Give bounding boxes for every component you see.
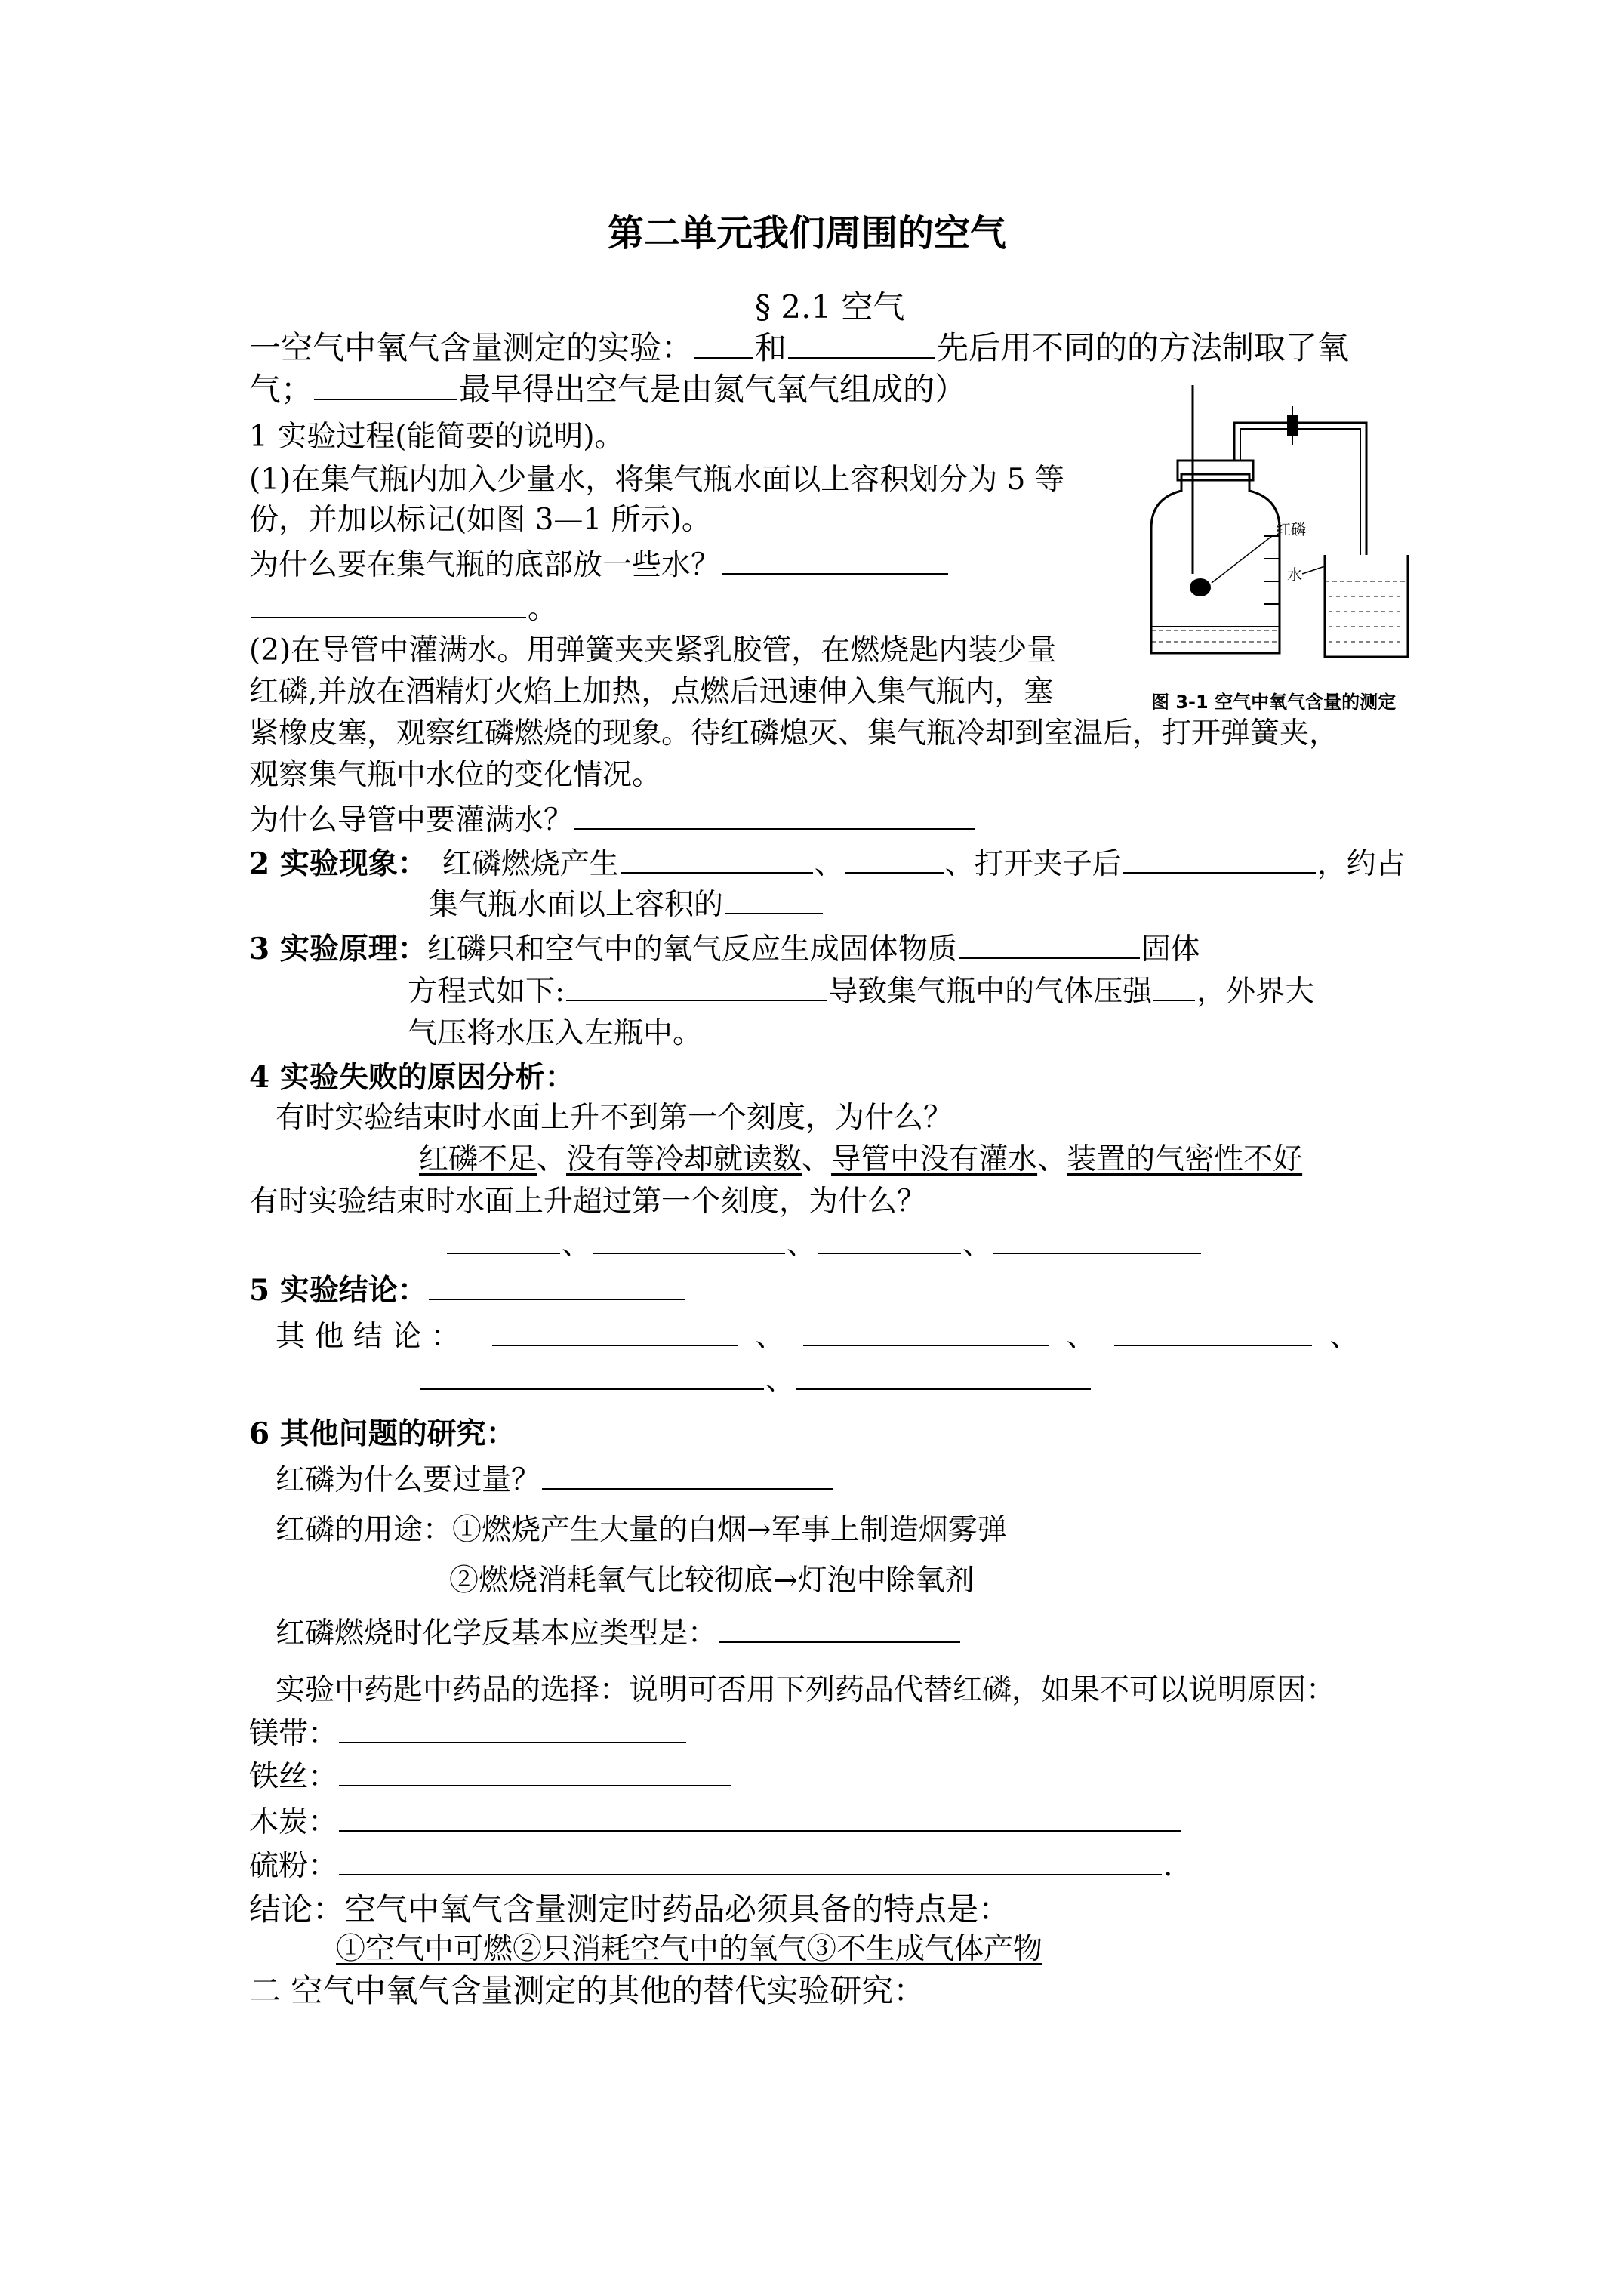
sub-label: 铁丝： bbox=[249, 1760, 338, 1794]
period: . bbox=[1163, 1849, 1173, 1883]
blank[interactable] bbox=[314, 373, 457, 400]
step1-2c: 紧橡皮塞，观察红磷燃烧的现象。待红磷熄灭、集气瓶冷却到室温后，打开弹簧夹， bbox=[249, 717, 1339, 750]
blank[interactable] bbox=[788, 331, 935, 359]
sub-c bbox=[249, 1804, 1182, 1841]
s5-sep: 、 bbox=[1329, 1320, 1360, 1354]
s5-other: 其 他 结 论 ： bbox=[276, 1320, 460, 1354]
s4-sep: 、 bbox=[1037, 1142, 1067, 1176]
blank[interactable] bbox=[1123, 846, 1316, 874]
figure-caption: 图 3-1 空气中氧气含量的测定 bbox=[1151, 692, 1397, 713]
s2-label: 2 实验现象： bbox=[249, 846, 427, 881]
sub-label: 硫粉： bbox=[249, 1849, 338, 1883]
sub-s bbox=[249, 1848, 1172, 1885]
blank[interactable] bbox=[1153, 974, 1195, 1001]
blank[interactable] bbox=[722, 547, 948, 575]
s2-a: 红磷燃烧产生 bbox=[442, 847, 619, 881]
blank[interactable] bbox=[593, 1227, 785, 1254]
intro-line-1 bbox=[249, 330, 1349, 366]
blank[interactable] bbox=[993, 1227, 1201, 1254]
page-title: 第二单元我们周围的空气 bbox=[608, 212, 1007, 254]
intro-text-b: 先后用不同的的方法制取了氧 bbox=[937, 329, 1350, 366]
intro-line-2 bbox=[249, 371, 966, 408]
step1-2d: 观察集气瓶中水位的变化情况。 bbox=[249, 758, 662, 792]
conclusion-label: 结论： bbox=[249, 1891, 345, 1928]
intro-text-d: 最早得出空气是由氮气氧气组成的） bbox=[459, 371, 967, 408]
blank[interactable] bbox=[542, 1462, 833, 1490]
blank[interactable] bbox=[725, 887, 823, 914]
s4-q2: 有时实验结束时水面上升超过第一个刻度，为什么？ bbox=[249, 1185, 927, 1219]
s4-q1: 有时实验结束时水面上升不到第一个刻度，为什么？ bbox=[276, 1101, 953, 1135]
s6-q3: 实验中药匙中药品的选择：说明可否用下列药品代替红磷，如果不可以说明原因： bbox=[276, 1673, 1336, 1707]
blank[interactable] bbox=[1114, 1319, 1312, 1346]
part2-heading: 二 空气中氧气含量测定的其他的替代实验研究： bbox=[249, 1972, 925, 2009]
s4-sep: 、 bbox=[562, 1228, 592, 1262]
sub-fe bbox=[249, 1759, 733, 1795]
s4-blanks bbox=[445, 1227, 1203, 1263]
s2-c: ，约占 bbox=[1317, 847, 1406, 881]
s4-sep: 、 bbox=[962, 1228, 993, 1262]
blank[interactable] bbox=[845, 846, 944, 874]
s6-q1 bbox=[276, 1462, 834, 1499]
conclusion-items: ①空气中可燃②只消耗空气中的氧气③不生成气体产物 bbox=[336, 1932, 1043, 1966]
s2-line1 bbox=[249, 846, 1406, 883]
conclusion-text: 空气中氧气含量测定时药品必须具备的特点是： bbox=[344, 1891, 1011, 1928]
s3-c: 方程式如下: bbox=[408, 975, 565, 1009]
s5-sep: 、 bbox=[1066, 1320, 1096, 1354]
s3-line2 bbox=[408, 974, 1314, 1010]
s4-answer: 装置的气密性不好 bbox=[1067, 1142, 1303, 1176]
step1-2b: 红磷,并放在酒精灯火焰上加热，点燃后迅速伸入集气瓶内，塞 bbox=[249, 675, 1054, 709]
intro-and: 和 bbox=[755, 329, 787, 366]
blank[interactable] bbox=[621, 846, 813, 874]
s4-sep: 、 bbox=[787, 1228, 817, 1262]
s2-d: 集气瓶水面以上容积的 bbox=[429, 888, 724, 922]
q-water-cont bbox=[249, 591, 557, 627]
intro-text-a: 一空气中氧气含量测定的实验： bbox=[249, 329, 694, 366]
sub-mg bbox=[249, 1716, 688, 1752]
blank[interactable] bbox=[339, 1804, 1181, 1832]
q-tube-text: 为什么导管中要灌满水？ bbox=[249, 803, 574, 837]
figure-apparatus bbox=[1136, 385, 1461, 717]
s5-label: 5 实验结论： bbox=[249, 1273, 427, 1308]
s4-label: 4 实验失败的原因分析： bbox=[249, 1060, 574, 1095]
s4-sep: 、 bbox=[802, 1142, 832, 1176]
blank[interactable] bbox=[694, 331, 753, 359]
q-water bbox=[249, 547, 950, 584]
s3-label: 3 实验原理： bbox=[249, 932, 427, 966]
s3-line1 bbox=[249, 931, 1200, 968]
intro-text-c: 气； bbox=[249, 371, 313, 408]
label-phosphorus: 红磷 bbox=[1276, 520, 1306, 538]
blank[interactable] bbox=[339, 1848, 1162, 1875]
s4-answer: 导管中没有灌水 bbox=[831, 1142, 1038, 1176]
s2-sep: 、 bbox=[814, 847, 844, 881]
blank[interactable] bbox=[492, 1319, 738, 1346]
s6-use-1 bbox=[276, 1512, 1007, 1549]
step1-2a: (2)在导管中灌满水。用弹簧夹夹紧乳胶管，在燃烧匙内装少量 bbox=[249, 633, 1057, 667]
blank[interactable] bbox=[796, 1363, 1091, 1390]
step1-1b: 份，并加以标记(如图 3—1 所示)。 bbox=[249, 503, 711, 537]
s2-b: 、打开夹子后 bbox=[944, 847, 1122, 881]
s6-use-label: 红磷的用途： bbox=[276, 1513, 453, 1547]
section-title: § 2.1 空气 bbox=[755, 288, 905, 325]
s4-answers bbox=[419, 1142, 1302, 1178]
s3-e: ，外界大 bbox=[1196, 975, 1315, 1009]
blank[interactable] bbox=[339, 1759, 731, 1786]
sub-label: 木炭： bbox=[249, 1805, 338, 1839]
blank[interactable] bbox=[719, 1616, 960, 1643]
apparatus-drawing bbox=[1136, 385, 1461, 717]
s5-sep: 、 bbox=[765, 1364, 796, 1398]
blank[interactable] bbox=[818, 1227, 961, 1254]
s3-b: 固体 bbox=[1141, 932, 1200, 966]
s5-sep: 、 bbox=[755, 1320, 785, 1354]
s5-line2 bbox=[276, 1319, 1360, 1355]
q-water-end: 。 bbox=[528, 592, 558, 626]
s6-use2: ②燃烧消耗氧气比较彻底→灯泡中除氧剂 bbox=[449, 1564, 975, 1598]
s6-q2 bbox=[276, 1616, 962, 1652]
blank[interactable] bbox=[447, 1227, 560, 1254]
s5-line3 bbox=[419, 1363, 1092, 1399]
conclusion bbox=[249, 1891, 1010, 1928]
blank[interactable] bbox=[959, 932, 1140, 959]
blank[interactable] bbox=[420, 1363, 764, 1390]
s6-label: 6 其他问题的研究： bbox=[249, 1416, 516, 1451]
q-water-text: 为什么要在集气瓶的底部放一些水？ bbox=[249, 548, 721, 582]
blank[interactable] bbox=[803, 1319, 1049, 1346]
s4-answer: 红磷不足 bbox=[419, 1142, 537, 1176]
step1-heading: 1 实验过程(能简要的说明)。 bbox=[249, 420, 624, 454]
blank[interactable] bbox=[339, 1716, 686, 1743]
s6-q1-text: 红磷为什么要过量？ bbox=[276, 1463, 541, 1497]
s3-d: 导致集气瓶中的气体压强 bbox=[828, 975, 1153, 1009]
s6-q2-text: 红磷燃烧时化学反基本应类型是： bbox=[276, 1616, 718, 1650]
s4-sep: 、 bbox=[537, 1142, 567, 1176]
s6-use1: ①燃烧产生大量的白烟→军事上制造烟雾弹 bbox=[452, 1513, 1007, 1547]
blank[interactable] bbox=[251, 591, 526, 618]
blank[interactable] bbox=[574, 803, 975, 830]
blank[interactable] bbox=[429, 1273, 685, 1300]
step1-1a: (1)在集气瓶内加入少量水，将集气瓶水面以上容积划分为 5 等 bbox=[249, 463, 1064, 497]
sub-label: 镁带： bbox=[249, 1717, 338, 1751]
s4-answer: 没有等冷却就读数 bbox=[566, 1142, 802, 1176]
label-water: 水 bbox=[1287, 566, 1302, 584]
blank[interactable] bbox=[566, 974, 827, 1001]
s5-line1 bbox=[249, 1272, 687, 1309]
s3-a: 红磷只和空气中的氧气反应生成固体物质 bbox=[427, 932, 957, 966]
s3-f: 气压将水压入左瓶中。 bbox=[408, 1016, 703, 1050]
s2-line2 bbox=[429, 887, 824, 923]
q-tube bbox=[249, 803, 976, 839]
